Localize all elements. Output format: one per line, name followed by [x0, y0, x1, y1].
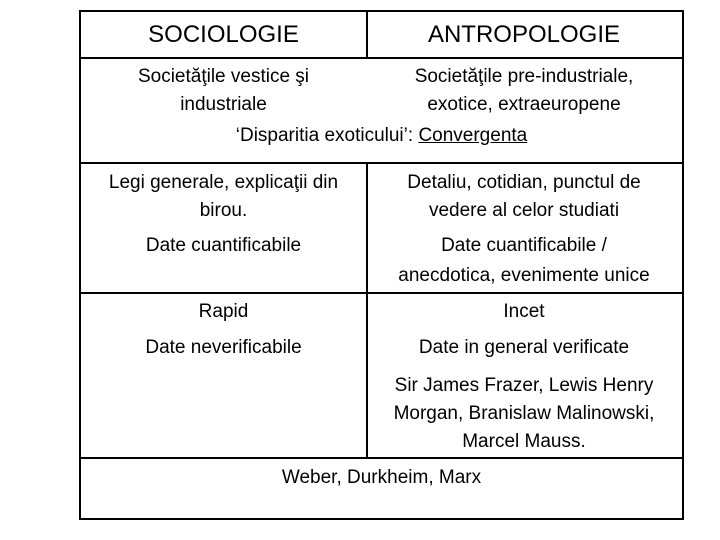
- method-right-line3: Date cuantificabile /: [441, 235, 607, 256]
- speed-right-line2: Date in general verificate: [418, 337, 630, 358]
- method-left-line2: birou.: [199, 200, 248, 221]
- method-left-line1: Legi generale, explicaţii din: [108, 172, 339, 193]
- method-right-line1: Detaliu, cotidian, punctul de: [407, 172, 641, 193]
- header-antropologie: ANTROPOLOGIE: [427, 21, 621, 48]
- societies-right-line2: exotice, extraeuropene: [427, 94, 621, 115]
- row-divider-societies: [81, 162, 682, 164]
- authors-right-line2: Morgan, Branislaw Malinowski,: [393, 403, 655, 424]
- societies-left-line1: Societăţile vestice şi: [137, 66, 310, 87]
- authors-right-line3: Marcel Mauss.: [462, 431, 586, 452]
- method-left-line3: Date cuantificabile: [145, 235, 302, 256]
- societies-right-line1: Societăţile pre-industriale,: [414, 66, 634, 87]
- authors-right-line1: Sir James Frazer, Lewis Henry: [394, 375, 654, 396]
- row-divider-authors: [81, 457, 682, 459]
- row-divider-method: [81, 292, 682, 294]
- comparison-table: [79, 10, 684, 520]
- convergence-note: [81, 122, 682, 150]
- convergence-link[interactable]: Convergenta: [418, 125, 528, 146]
- authors-sociology: Weber, Durkheim, Marx: [281, 467, 482, 488]
- header-sociologie: SOCIOLOGIE: [148, 21, 299, 48]
- speed-left-line1: Rapid: [198, 301, 249, 322]
- convergence-prefix: ‘Disparitia exoticului’:: [235, 125, 419, 146]
- method-right-line4: anecdotica, evenimente unice: [398, 265, 650, 286]
- speed-right-line1: Incet: [503, 301, 545, 322]
- method-right-line2: vedere al celor studiati: [428, 200, 620, 221]
- societies-left-line2: industriale: [180, 94, 267, 115]
- speed-left-line2: Date neverificabile: [145, 337, 302, 358]
- row-divider-header: [81, 57, 682, 59]
